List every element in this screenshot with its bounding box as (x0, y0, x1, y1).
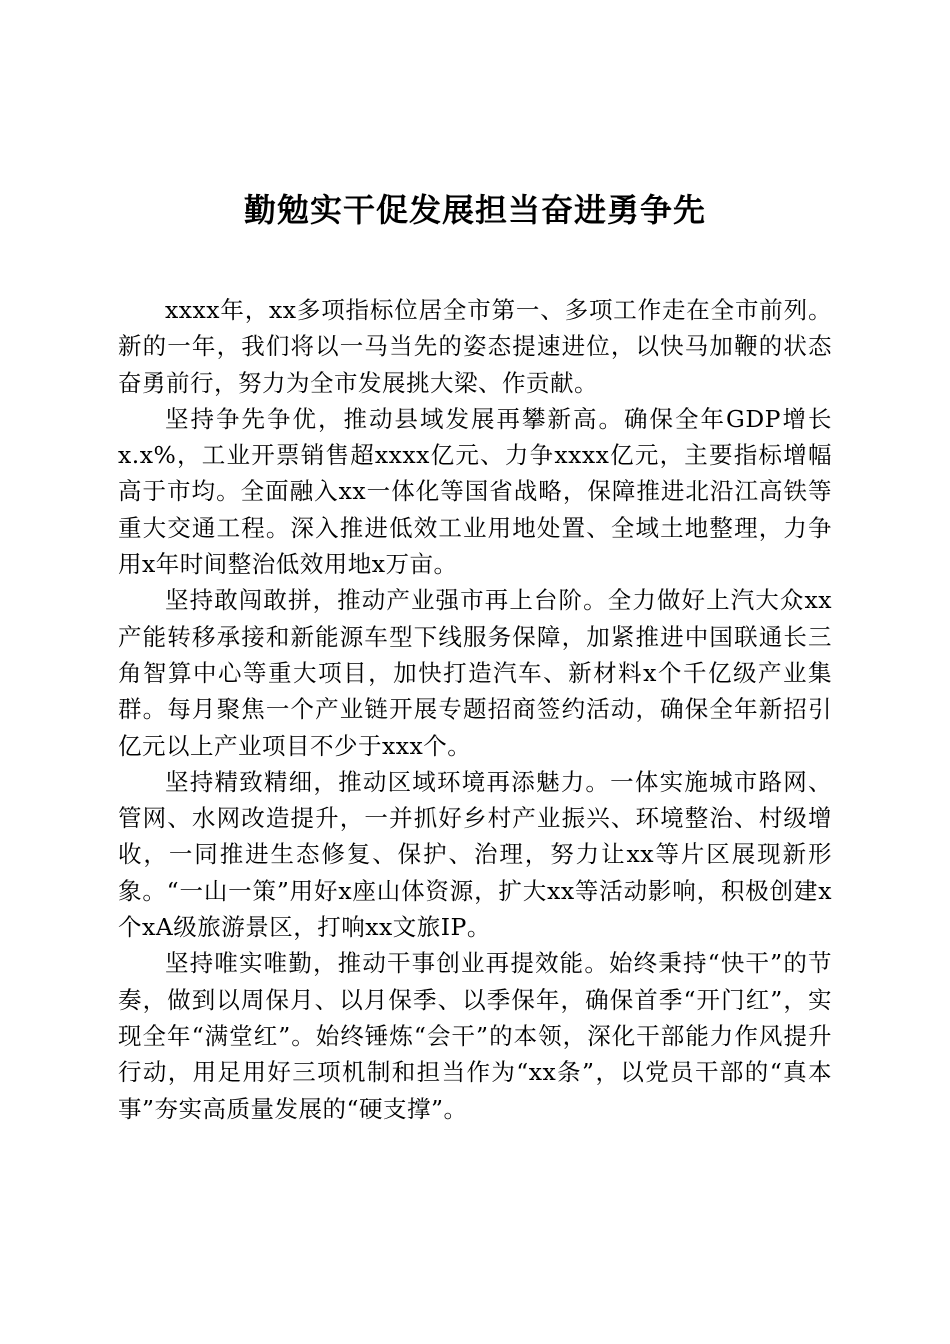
document-title: 勤勉实干促发展担当奋进勇争先 (243, 191, 706, 229)
paragraph-intro: xxxx年，xx多项指标位居全市第一、多项工作走在全市前列。新的一年，我们将以一马当先的姿态提速进位，以快马加鞭的状态奋勇前行，努力为全市发展挑大梁、作贡献。 (118, 296, 832, 397)
paragraph-environment: 坚持精致精细，推动区域环境再添魅力。一体实施城市路网、管网、水网改造提升，一并抓好乡村产业振兴、环境整治、村级增收，一同推进生态修复、保护、治理，努力让xx等片区展现新形象。“一山一策”用好x座山体资源，扩大xx等活动影响，积极创建x个xA级旅游景区，打响xx文旅IP。 (118, 767, 832, 942)
document-body (118, 292, 832, 1127)
paragraph-efficiency: 坚持唯实唯勤，推动干事创业再提效能。始终秉持“快干”的节奏，做到以周保月、以月保季、以季保年，确保首季“开门红”，实现全年“满堂红”。始终锤炼“会干”的本领，深化干部能力作风提升行动，用足用好三项机制和担当作为“xx条”，以党员干部的“真本事”夯实高质量发展的“硬支撑”。 (118, 949, 832, 1123)
paragraph-county-development: 坚持争先争优，推动县域发展再攀新高。确保全年GDP增长x.x%，工业开票销售超xxxx亿元、力争xxxx亿元，主要指标增幅高于市均。全面融入xx一体化等国省战略，保障推进北沿江高铁等重大交通工程。深入推进低效工业用地处置、全域土地整理，力争用x年时间整治低效用地x万亩。 (118, 404, 832, 579)
paragraph-industry: 坚持敢闯敢拼，推动产业强市再上台阶。全力做好上汽大众xx产能转移承接和新能源车型下线服务保障，加紧推进中国联通长三角智算中心等重大项目，加快打造汽车、新材料x个千亿级产业集群。每月聚焦一个产业链开展专题招商签约活动，确保全年新招引亿元以上产业项目不少于xxx个。 (118, 586, 832, 760)
